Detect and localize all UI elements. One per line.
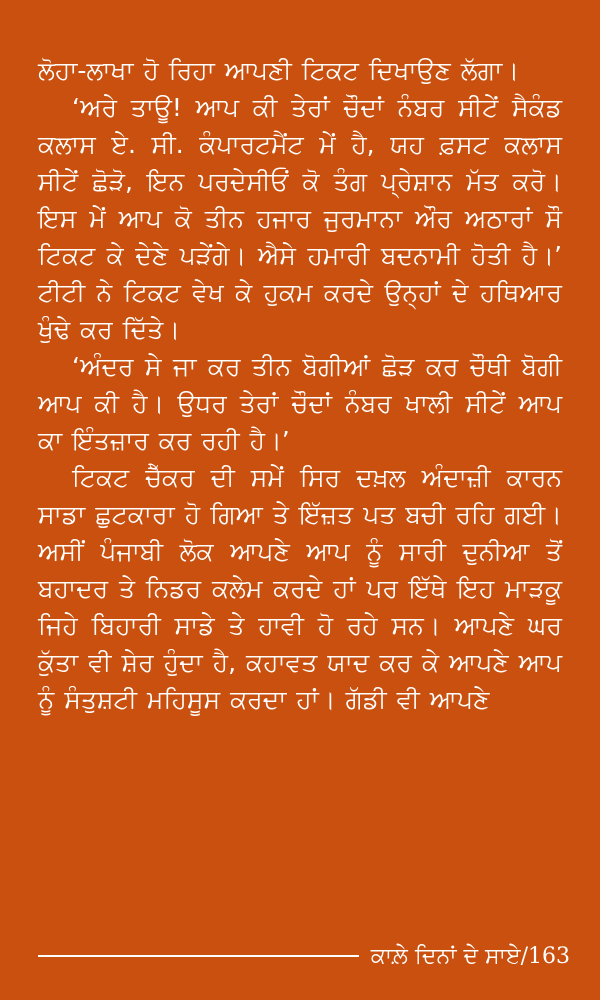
footer-separator: / [520, 943, 528, 969]
body-text [38, 52, 562, 718]
footer-divider [38, 955, 359, 957]
book-title: ਕਾਲ਼ੇ ਦਿਨਾਂ ਦੇ ਸਾਏ [370, 943, 521, 969]
paragraph-1: ਲੋਹਾ-ਲਾਖਾ ਹੋ ਰਿਹਾ ਆਪਣੀ ਟਿਕਟ ਦਿਖਾਉਣ ਲੱਗਾ। [38, 56, 520, 85]
page-footer [38, 936, 570, 976]
page-number: 163 [528, 943, 570, 969]
paragraph-4: ਟਿਕਟ ਚੈੱਕਰ ਦੀ ਸਮੇਂ ਸਿਰ ਦਖ਼ਲ ਅੰਦਾਜ਼ੀ ਕਾਰਨ ਸਾਡਾ ਛੁਟਕਾਰਾ ਹੋ ਗਿਆ ਤੇ ਇੱਜ਼ਤ ਪਤ ਬਚੀ ਰਹਿ ਗਈ। ਅਸੀਂ ਪੰਜਾਬੀ ਲੋਕ ਆਪਣੇ ਆਪ ਨੂੰ ਸਾਰੀ ਦੁਨੀਆ ਤੋਂ ਬਹਾਦਰ ਤੇ ਨਿਡਰ ਕਲੇਮ ਕਰਦੇ ਹਾਂ ਪਰ ਇੱਥੇ ਇਹ ਮਾੜਕੂ ਜਿਹੇ ਬਿਹਾਰੀ ਸਾਡੇ ਤੇ ਹਾਵੀ ਹੋ ਰਹੇ ਸਨ। ਆਪਣੇ ਘਰ ਕੁੱਤਾ ਵੀ ਸ਼ੇਰ ਹੁੰਦਾ ਹੈ, ਕਹਾਵਤ ਯਾਦ ਕਰ ਕੇ ਆਪਣੇ ਆਪ ਨੂੰ ਸੰਤੁਸ਼ਟੀ ਮਹਿਸੂਸ ਕਰਦਾ ਹਾਂ। ਗੱਡੀ ਵੀ ਆਪਣੇ [38, 463, 562, 714]
paragraph-2: ‘ਅਰੇ ਤਾਊ! ਆਪ ਕੀ ਤੇਰਾਂ ਚੌਦਾਂ ਨੰਬਰ ਸੀਟੇਂ ਸੈਕੰਡ ਕਲਾਸ ਏ. ਸੀ. ਕੰਪਾਰਟਮੈਂਟ ਮੇਂ ਹੈ, ਯਹ ਫ਼ਸਟ ਕਲਾਸ ਸੀਟੇਂ ਛੋੜੋ, ਇਨ ਪਰਦੇਸੀਓਂ ਕੋ ਤੰਗ ਪ੍ਰੇਸ਼ਾਨ ਮੱਤ ਕਰੋ। ਇਸ ਮੇਂ ਆਪ ਕੋ ਤੀਨ ਹਜਾਰ ਜੁਰਮਾਨਾ ਔਰ ਅਠਾਰਾਂ ਸੌ ਟਿਕਟ ਕੇ ਦੇਣੇ ਪੜੇਂਗੇ। ਐਸੇ ਹਮਾਰੀ ਬਦਨਾਮੀ ਹੋਤੀ ਹੈ।’ ਟੀਟੀ ਨੇ ਟਿਕਟ ਵੇਖ ਕੇ ਹੁਕਮ ਕਰਦੇ ਉਨ੍ਹਾਂ ਦੇ ਹਥਿਆਰ ਖੁੰਢੇ ਕਰ ਦਿੱਤੇ। [38, 93, 562, 344]
paragraph-3: ‘ਅੰਦਰ ਸੇ ਜਾ ਕਰ ਤੀਨ ਬੋਗੀਆਂ ਛੋੜ ਕਰ ਚੌਥੀ ਬੋਗੀ ਆਪ ਕੀ ਹੈ। ਉਧਰ ਤੇਰਾਂ ਚੌਦਾਂ ਨੰਬਰ ਖਾਲੀ ਸੀਟੇਂ ਆਪ ਕਾ ਇੰਤਜ਼ਾਰ ਕਰ ਰਹੀ ਹੈ।’ [38, 352, 562, 455]
